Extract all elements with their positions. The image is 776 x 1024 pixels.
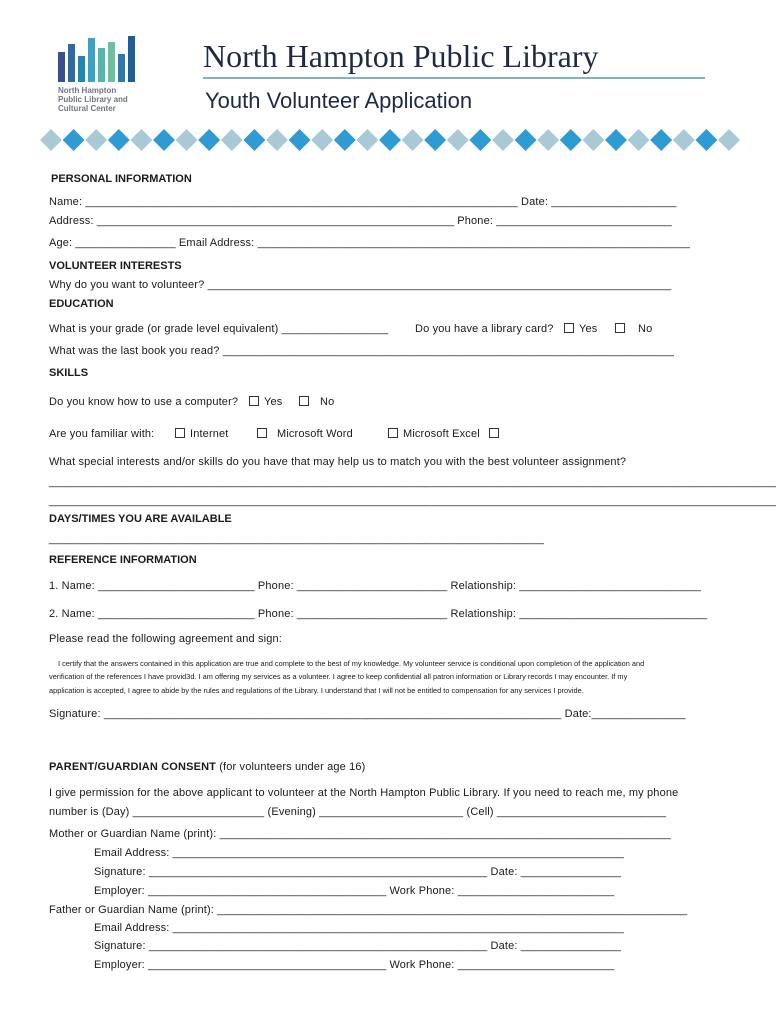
mother-employer-field[interactable]: Employer: ______________________________________ Work Phone: _________________________ <box>94 885 615 897</box>
logo-bar <box>128 36 135 82</box>
diamond-shape <box>85 129 107 151</box>
checkbox-icon[interactable] <box>257 428 267 438</box>
diamond-shape <box>311 129 333 151</box>
internet-option[interactable] <box>175 428 229 440</box>
name-date-field[interactable]: Name: _____________________________________________________________________ Date: ____________________ <box>49 196 677 208</box>
diamond-shape <box>266 129 288 151</box>
logo-bar <box>118 54 125 82</box>
page-subtitle: Youth Volunteer Application <box>205 88 473 113</box>
interests-heading: VOLUNTEER INTERESTS <box>49 260 182 272</box>
last-book-field[interactable]: What was the last book you read? ________________________________________________________________________ <box>49 345 674 357</box>
logo-bar <box>88 38 95 82</box>
diamond-shape <box>153 129 175 151</box>
logo-bar <box>78 56 85 82</box>
yes-label: Yes <box>579 323 598 335</box>
diamond-shape <box>379 129 401 151</box>
skills-heading: SKILLS <box>49 367 89 379</box>
why-volunteer-field[interactable]: Why do you want to volunteer? __________________________________________________________________________ <box>49 279 672 291</box>
grade-field[interactable]: What is your grade (or grade level equivalent) _________________ <box>49 323 389 335</box>
no-label: No <box>320 396 335 408</box>
diamond-shape <box>356 129 378 151</box>
extra-option[interactable] <box>489 428 504 440</box>
checkbox-icon[interactable] <box>299 396 309 406</box>
diamond-shape <box>515 129 537 151</box>
word-label: Microsoft Word <box>277 428 353 440</box>
checkbox-icon[interactable] <box>564 323 574 333</box>
reference-row-2[interactable]: 2. Name: _________________________ Phone: ________________________ Relationship: ______________________________ <box>49 608 708 620</box>
mother-email-field[interactable]: Email Address: ________________________________________________________________________ <box>94 847 624 859</box>
logo-bar <box>98 48 105 82</box>
diamond-shape <box>424 129 446 151</box>
agreement-text-3: application is accepted, I agree to abide by the rules and regulations of the Library. I understand that I will not be entitled to compensation for any services I provide. <box>49 686 584 695</box>
excel-option[interactable] <box>388 428 480 440</box>
diamond-shape <box>469 129 491 151</box>
reference-row-1[interactable]: 1. Name: _________________________ Phone: ________________________ Relationship: _____________________________ <box>49 580 702 592</box>
diamond-border <box>40 127 730 155</box>
consent-text-1: I give permission for the above applicant to volunteer at the North Hampton Public Library. If you need to reach me, my phone <box>49 787 679 799</box>
special-interests-question: What special interests and/or skills do you have that may help us to match you with the best volunteer assignment? <box>49 456 627 468</box>
checkbox-icon[interactable] <box>388 428 398 438</box>
familiar-question: Are you familiar with: <box>49 428 155 440</box>
diamond-shape <box>289 129 311 151</box>
mother-name-field[interactable]: Mother or Guardian Name (print): ________________________________________________________________________ <box>49 828 671 840</box>
logo-bar <box>58 52 65 82</box>
signature-field[interactable]: Signature: _________________________________________________________________________ Date:_______________ <box>49 708 686 720</box>
library-card-no[interactable] <box>615 323 652 335</box>
computer-question: Do you know how to use a computer? <box>49 396 239 408</box>
days-field[interactable]: _______________________________________________________________________________ <box>49 533 545 545</box>
checkbox-icon[interactable] <box>615 323 625 333</box>
diamond-shape <box>198 129 220 151</box>
diamond-shape <box>221 129 243 151</box>
father-name-field[interactable]: Father or Guardian Name (print): ___________________________________________________________________________ <box>49 904 688 916</box>
checkbox-icon[interactable] <box>489 428 499 438</box>
checkbox-icon[interactable] <box>249 396 259 406</box>
library-card-yes[interactable] <box>564 323 597 335</box>
excel-label: Microsoft Excel <box>403 428 480 440</box>
agreement-intro: Please read the following agreement and sign: <box>49 633 283 645</box>
consent-phone-fields[interactable]: number is (Day) _____________________ (Evening) _______________________ (Cell) ___________________________ <box>49 806 667 818</box>
mother-signature-field[interactable]: Signature: ______________________________________________________ Date: ________________ <box>94 866 622 878</box>
library-logo <box>56 36 146 126</box>
diamond-shape <box>560 129 582 151</box>
word-option[interactable] <box>257 428 353 440</box>
father-signature-field[interactable]: Signature: ______________________________________________________ Date: ________________ <box>94 940 622 952</box>
no-label: No <box>638 323 653 335</box>
diamond-shape <box>492 129 514 151</box>
father-employer-field[interactable]: Employer: ______________________________________ Work Phone: _________________________ <box>94 959 615 971</box>
diamond-shape <box>63 129 85 151</box>
reference-heading: REFERENCE INFORMATION <box>49 554 197 566</box>
yes-label: Yes <box>264 396 283 408</box>
education-heading: EDUCATION <box>49 298 114 310</box>
diamond-shape <box>176 129 198 151</box>
computer-no[interactable] <box>299 396 334 408</box>
personal-heading: PERSONAL INFORMATION <box>51 173 192 185</box>
logo-bars-icon <box>56 36 138 82</box>
logo-text-line3: Cultural Center <box>58 104 116 113</box>
diamond-shape <box>628 129 650 151</box>
diamond-shape <box>108 129 130 151</box>
logo-bar <box>68 44 75 82</box>
agreement-text-2: verification of the references I have provid3d. I am offering my services as a volunteer. I agree to keep confidential all patron information or Library records I may encounter. If my <box>49 672 628 681</box>
special-interests-line-2[interactable]: ____________________________________________________________________________________________________________________ <box>49 495 776 507</box>
logo-bar <box>108 42 115 82</box>
library-card-question: Do you have a library card? <box>415 323 554 335</box>
agreement-text-1: I certify that the answers contained in this application are true and complete to the best of my knowledge. My volunteer service is conditional upon completion of the application and <box>58 659 645 668</box>
logo-text-line2: Public Library and <box>58 95 128 104</box>
title-underline <box>203 77 705 79</box>
diamond-shape <box>673 129 695 151</box>
diamond-shape <box>130 129 152 151</box>
consent-heading-note: (for volunteers under age 16) <box>216 761 366 773</box>
consent-heading <box>49 761 365 773</box>
diamond-shape <box>402 129 424 151</box>
page-title: North Hampton Public Library <box>203 38 599 74</box>
diamond-shape <box>40 129 62 151</box>
diamond-shape <box>334 129 356 151</box>
diamond-shape <box>537 129 559 151</box>
diamond-shape <box>243 129 265 151</box>
computer-yes[interactable] <box>249 396 282 408</box>
internet-label: Internet <box>190 428 229 440</box>
address-phone-field[interactable]: Address: _________________________________________________________ Phone: ____________________________ <box>49 215 672 227</box>
diamond-shape <box>650 129 672 151</box>
diamond-shape <box>718 129 740 151</box>
diamond-shape <box>695 129 717 151</box>
special-interests-line-1[interactable]: ____________________________________________________________________________________________________________________ <box>49 476 776 488</box>
diamond-shape <box>447 129 469 151</box>
logo-text-line1: North Hampton <box>58 86 117 95</box>
age-email-field[interactable]: Age: ________________ Email Address: _____________________________________________________________________ <box>49 237 691 249</box>
consent-heading-bold: PARENT/GUARDIAN CONSENT <box>49 761 217 773</box>
checkbox-icon[interactable] <box>175 428 185 438</box>
father-email-field[interactable]: Email Address: ________________________________________________________________________ <box>94 922 624 934</box>
days-heading: DAYS/TIMES YOU ARE AVAILABLE <box>49 513 232 525</box>
diamond-shape <box>582 129 604 151</box>
diamond-shape <box>605 129 627 151</box>
